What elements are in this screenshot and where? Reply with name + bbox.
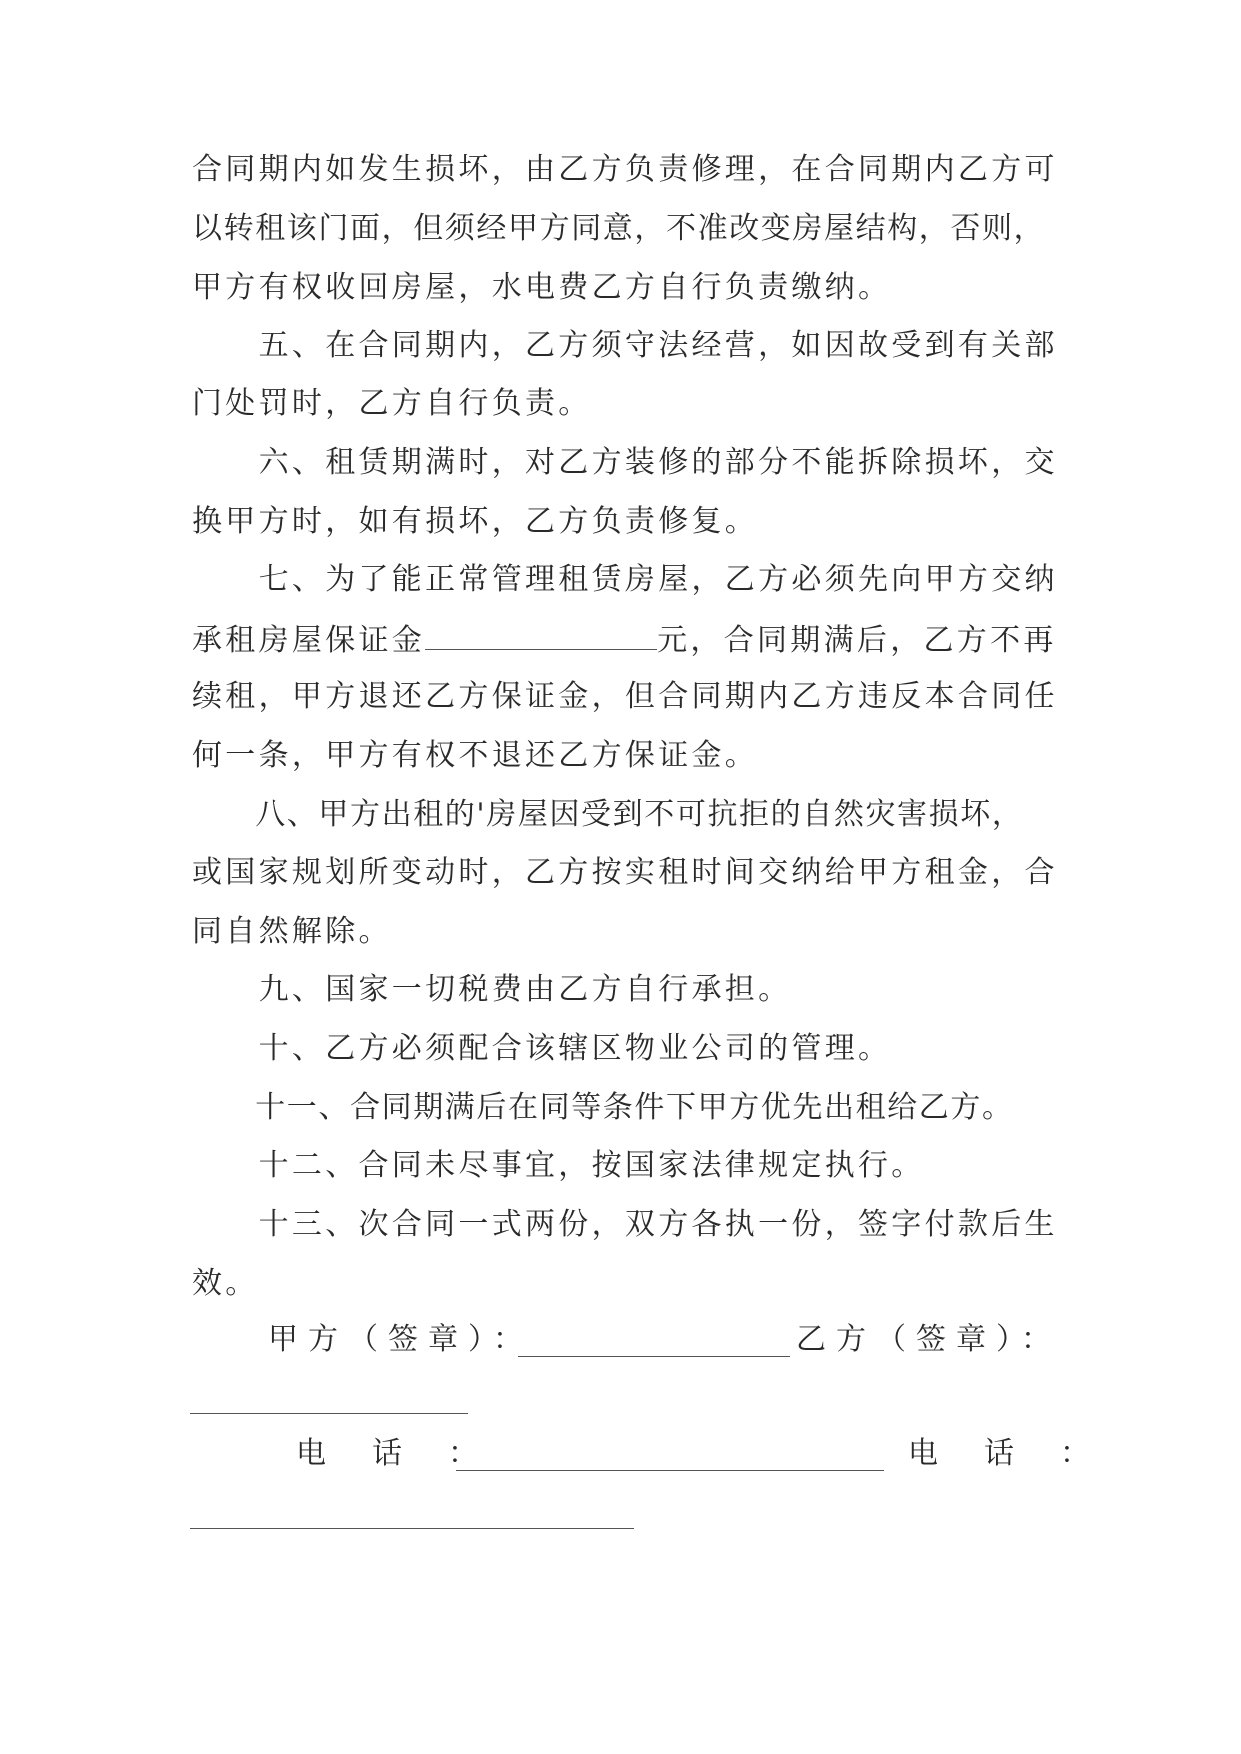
paragraph-line: 五、在合同期内，乙方须守法经营，如因故受到有关部: [192, 328, 1058, 363]
party-b-phone-blank: [190, 1528, 634, 1529]
paragraph-line: 续租，甲方退还乙方保证金，但合同期内乙方违反本合同任: [192, 679, 1058, 714]
paragraph-line: 十三、次合同一式两份，双方各执一份，签字付款后生: [192, 1207, 1058, 1242]
paragraph-line: 同自然解除。: [192, 914, 392, 949]
paragraph-line: 换甲方时，如有损坏，乙方负责修复。: [192, 504, 759, 539]
party-a-phone-label: 电 话 ：: [296, 1436, 486, 1471]
paragraph-line: 合同期内如发生损坏，由乙方负责修理，在合同期内乙方可: [192, 152, 1058, 187]
paragraph-line: 六、租赁期满时，对乙方装修的部分不能拆除损坏，交: [192, 445, 1058, 480]
party-a-phone-blank: [456, 1470, 884, 1471]
paragraph-line: 或国家规划所变动时，乙方按实租时间交纳给甲方租金，合: [192, 855, 1058, 890]
paragraph-line: 八、甲方出租的'房屋因受到不可抗拒的自然灾害损坏，: [192, 797, 1024, 832]
party-b-signature-blank: [190, 1413, 468, 1414]
deposit-amount-blank: [425, 619, 657, 650]
paragraph-line: 九、国家一切税费由乙方自行承担。: [192, 972, 792, 1007]
paragraph-line: 何一条，甲方有权不退还乙方保证金。: [192, 738, 759, 773]
party-b-phone-label: 电 话 ：: [908, 1436, 1098, 1471]
paragraph-line: 七、为了能正常管理租赁房屋，乙方必须先向甲方交纳: [192, 562, 1058, 597]
paragraph-line: 甲方有权收回房屋，水电费乙方自行负责缴纳。: [192, 270, 892, 305]
paragraph-line: 以转租该门面，但须经甲方同意，不准改变房屋结构，否则，: [192, 211, 1046, 246]
deposit-line: [192, 619, 1062, 659]
paragraph-line: 十、乙方必须配合该辖区物业公司的管理。: [192, 1031, 892, 1066]
deposit-suffix: 元，合同期满后，乙方不再: [657, 623, 1057, 658]
party-a-signature-label: 甲方（签章）：: [268, 1322, 533, 1357]
deposit-prefix: 承租房屋保证金: [192, 623, 426, 658]
paragraph-line: 效。: [192, 1266, 259, 1301]
paragraph-line: 门处罚时，乙方自行负责。: [192, 386, 592, 421]
party-b-signature-label: 乙方（签章）：: [796, 1322, 1061, 1357]
paragraph-line: 十一、合同期满后在同等条件下甲方优先出租给乙方。: [192, 1090, 1014, 1125]
paragraph-line: 十二、合同未尽事宜，按国家法律规定执行。: [192, 1148, 925, 1183]
party-a-signature-blank: [518, 1356, 790, 1357]
